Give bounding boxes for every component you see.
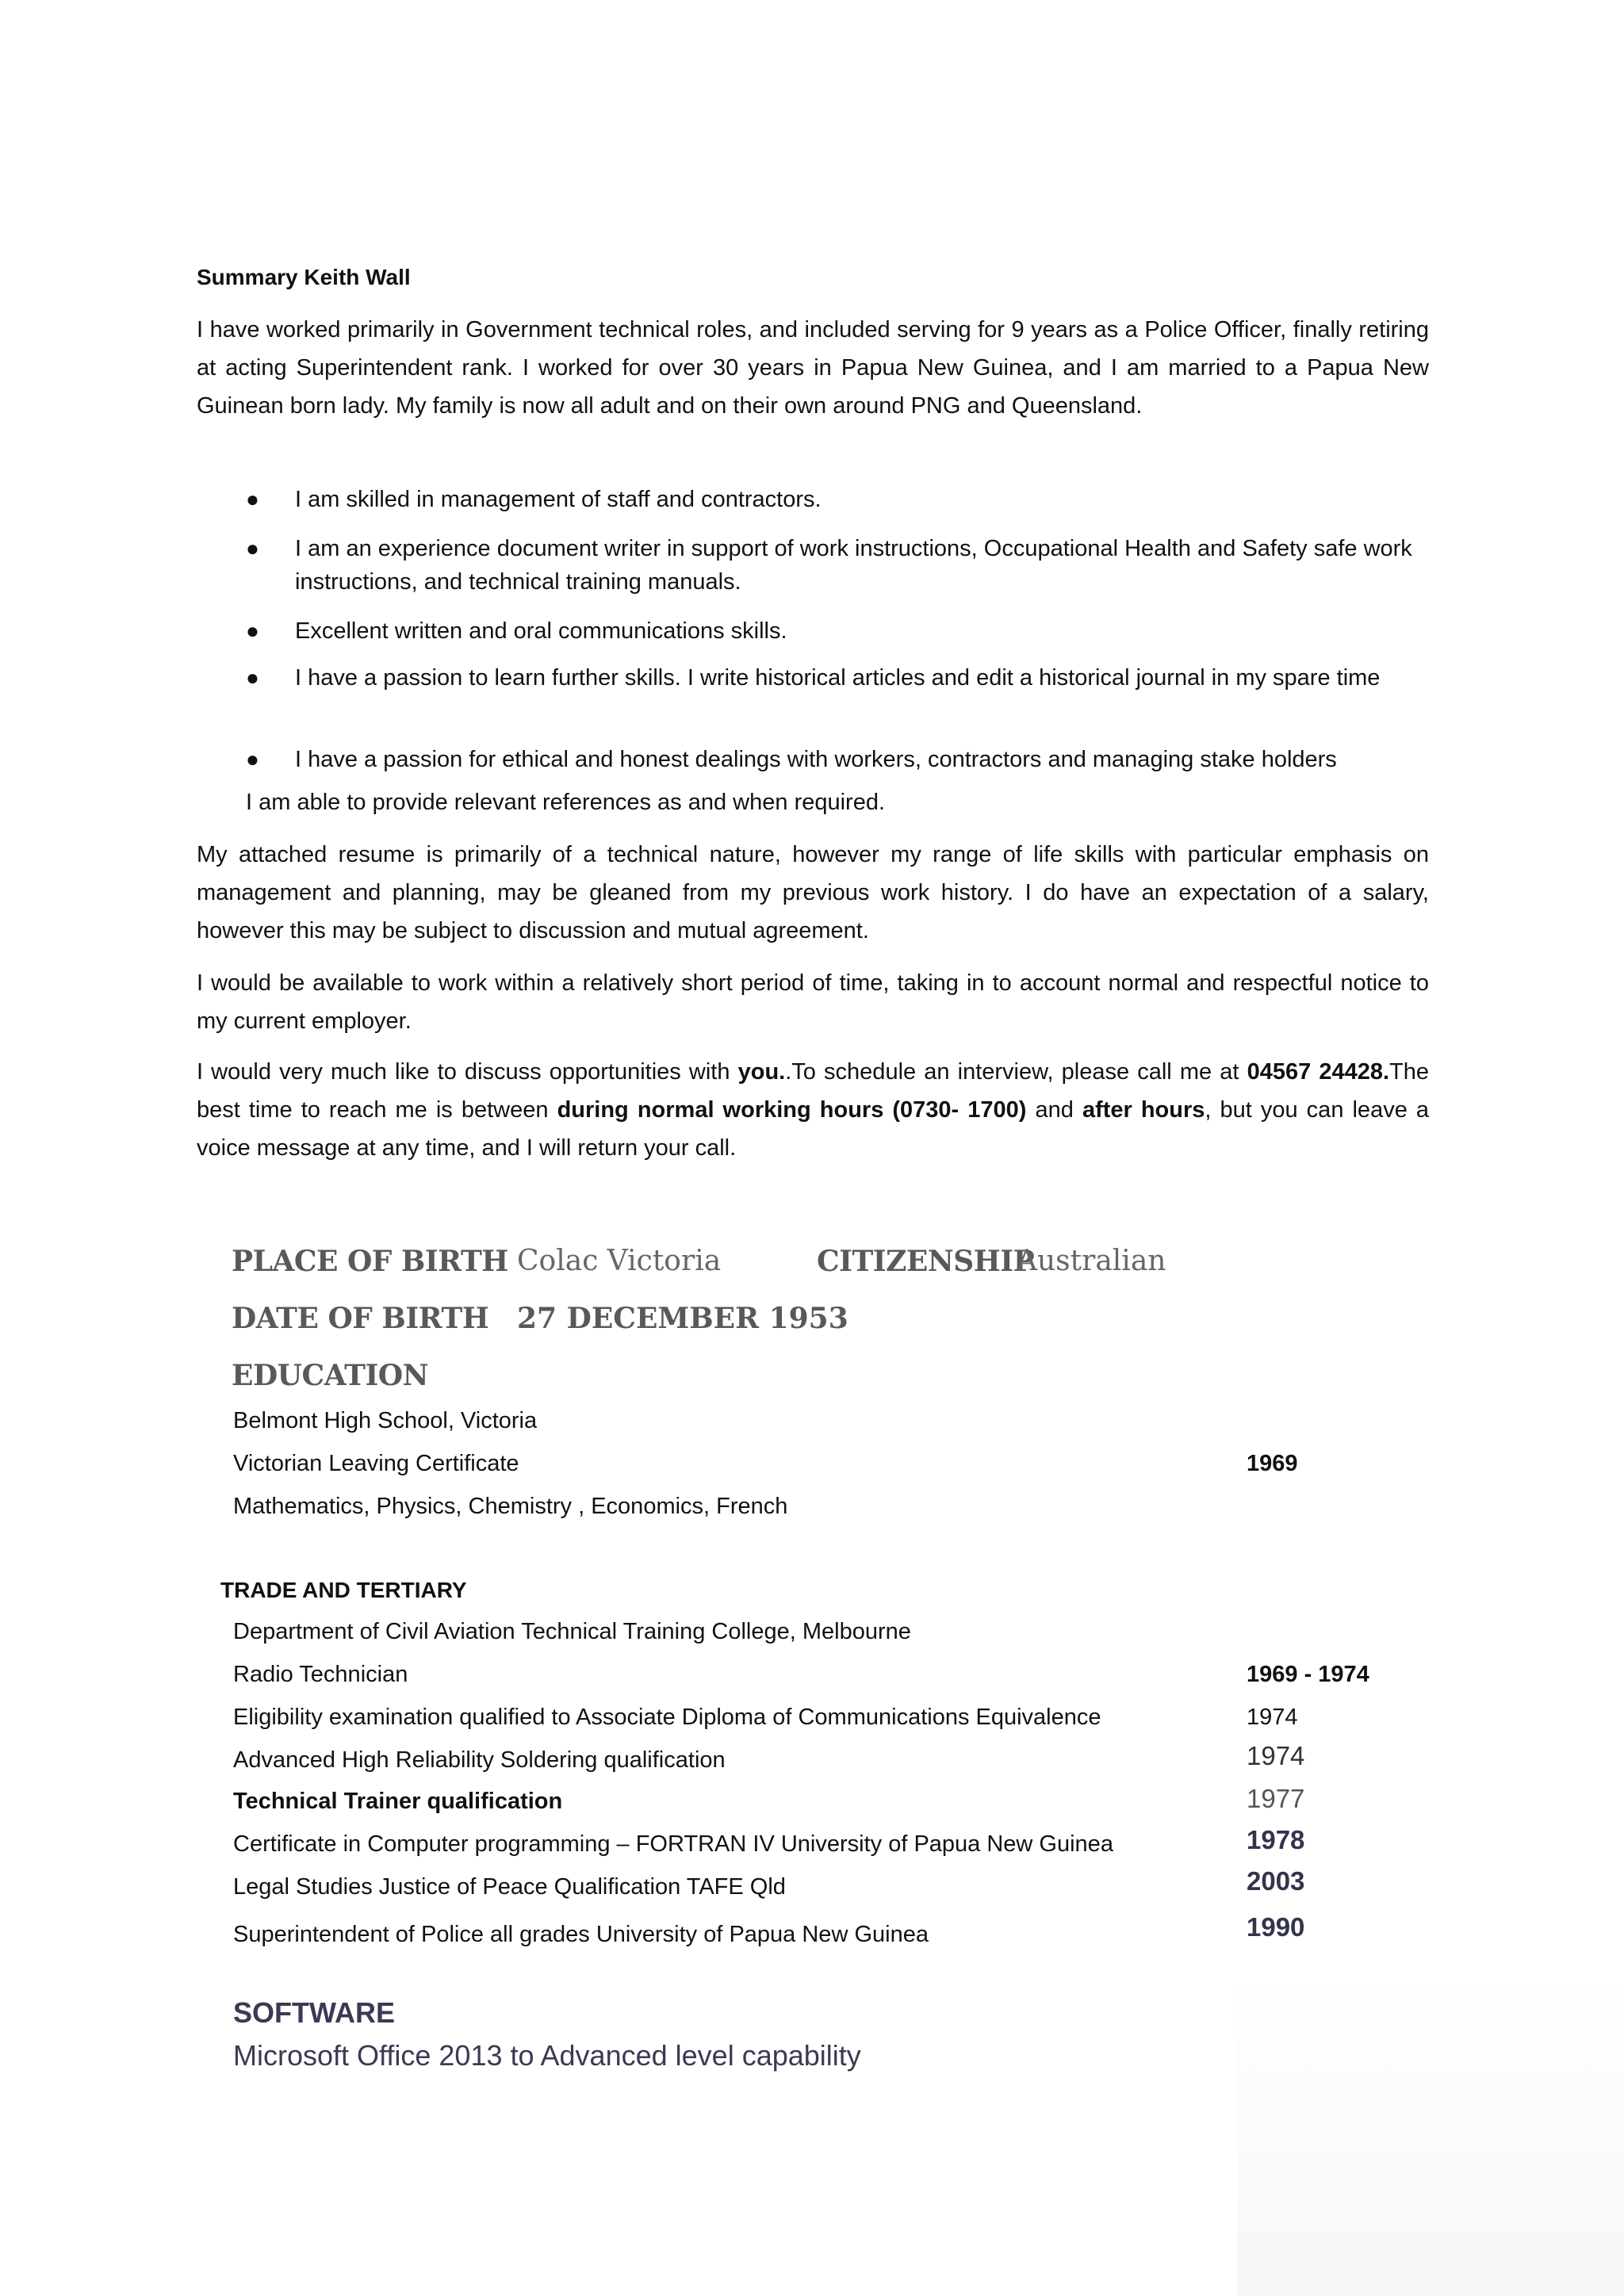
trade-heading: TRADE AND TERTIARY [220,1578,467,1602]
qualification-year: 1977 [1247,1784,1305,1813]
bullet-text: I am an experience document writer in support of work instructions, Occupational Health and Safety safe work instructions, and technical training manuals. [295,536,1412,595]
software-capability: Microsoft Office 2013 to Advanced level capability [233,2039,861,2072]
contact-you: you. [737,1059,786,1085]
bullet-item [246,661,1429,728]
bullet-text: I am skilled in management of staff and contractors. [295,487,822,512]
qualification-year: 1990 [1247,1912,1305,1942]
resume-note: My attached resume is primarily of a technical nature, however my range of life skills with particular emphasis on management and planning, may be gleaned from my previous work history. I do have an expectation of a salary, however this may be subject to discussion and mutual agreement. [197,842,1429,943]
qualification-text: Technical Trainer qualification [233,1789,563,1814]
date-of-birth-label: DATE OF BIRTH [232,1302,489,1335]
bullet-item [246,532,1429,599]
software-heading: SOFTWARE [233,1996,395,2029]
bullet-text: I have a passion to learn further skills. I write historical articles and edit a historical journal in my spare time [295,665,1381,691]
bullet-icon: ● [246,747,259,771]
contact-paragraph [197,1053,1429,1167]
contact-after-hours: after hours [1082,1097,1205,1123]
education-heading: EDUCATION [232,1359,429,1392]
qualification-text: Eligibility examination qualified to Associate Diploma of Communications Equivalence [233,1705,1101,1730]
bullet-text: Excellent written and oral communications skills. [295,618,787,644]
citizenship-value: Australian [1017,1245,1166,1277]
contact-text: .To schedule an interview, please call me at [785,1059,1247,1085]
bullet-item [246,743,1429,776]
qualification-text: Superintendent of Police all grades University of Papua New Guinea [233,1922,929,1947]
college-name: Department of Civil Aviation Technical Training College, Melbourne [233,1619,911,1644]
bullet-icon: ● [246,536,259,561]
certificate-year: 1969 [1247,1451,1298,1476]
bullet-icon: ● [246,618,259,643]
bullet-icon: ● [246,665,259,690]
bullet-icon: ● [246,487,259,511]
contact-text: , but you can leave a voice message at any time, and I will return your call. [197,1097,1429,1161]
contact-text: I would very much like to discuss opportunities with [197,1059,738,1085]
qualification-year: 1969 - 1974 [1247,1662,1369,1687]
qualification-text: Advanced High Reliability Soldering qualification [233,1747,726,1773]
contact-text: The best time to reach me is between [197,1059,1430,1123]
contact-phone: 04567 24428. [1247,1059,1390,1085]
qualification-year: 1974 [1247,1705,1298,1730]
date-of-birth-value: 27 DECEMBER 1953 [517,1302,848,1335]
bullet-item [246,614,1429,648]
qualification-year: 1974 [1247,1741,1305,1770]
bullet-text: I have a passion for ethical and honest dealings with workers, contractors and managing stake holders [295,747,1337,772]
contact-hours: during normal working hours (0730- 1700) [557,1097,1027,1123]
bullet-item [246,483,1429,516]
qualification-text: Radio Technician [233,1662,408,1687]
school-name: Belmont High School, Victoria [233,1408,538,1433]
place-of-birth-value: Colac Victoria [517,1245,722,1277]
references-note: I am able to provide relevant references as and when required. [246,790,886,815]
qualification-year: 1978 [1247,1825,1305,1854]
qualification-year: 2003 [1247,1866,1305,1896]
summary-intro: I have worked primarily in Government technical roles, and included serving for 9 years as a Police Officer, finally retiring at acting Superintendent rank. I worked for over 30 years in Papua New Guinea, and I am married to a Papua New Guinean born lady. My family is now all adult and on their own around PNG and Queensland. [197,317,1429,419]
qualification-text: Certificate in Computer programming – FORTRAN IV University of Papua New Guinea [233,1831,1113,1857]
qualification-text: Legal Studies Justice of Peace Qualification TAFE Qld [233,1874,786,1900]
availability-note: I would be available to work within a relatively short period of time, taking in to account normal and respectful notice to my current employer. [197,970,1429,1034]
subjects: Mathematics, Physics, Chemistry , Economics, French [233,1494,788,1519]
citizenship-label: CITIZENSHIP [817,1245,1035,1278]
page-shade [1237,1974,1624,2296]
summary-title: Summary Keith Wall [197,265,411,289]
certificate-name: Victorian Leaving Certificate [233,1451,519,1476]
place-of-birth-label: PLACE OF BIRTH [232,1245,508,1278]
contact-text: and [1026,1097,1082,1123]
